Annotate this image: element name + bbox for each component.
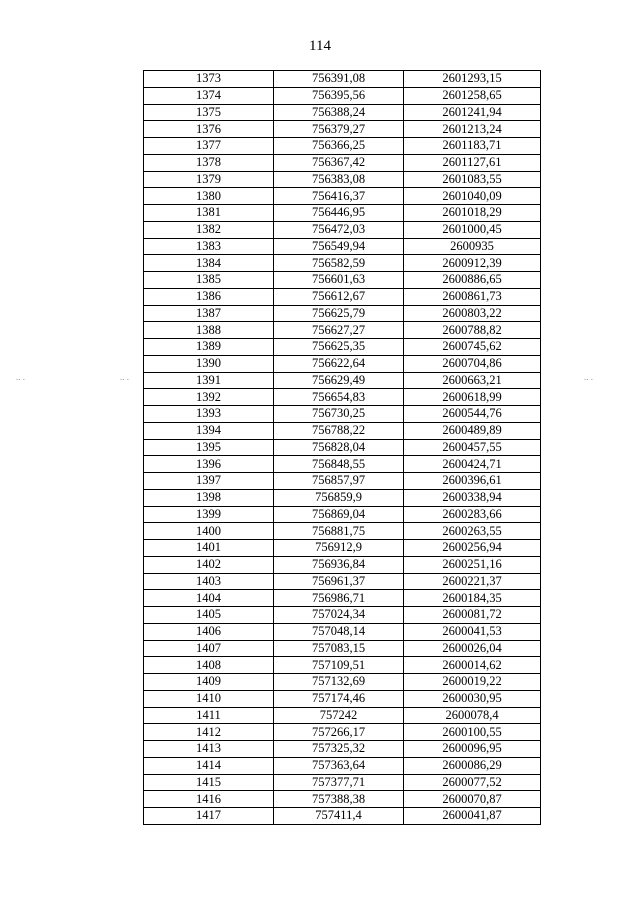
point-number-cell: 1402 <box>144 556 274 573</box>
point-number-cell: 1406 <box>144 623 274 640</box>
x-coordinate-cell: 756629,49 <box>274 372 404 389</box>
y-coordinate-cell: 2600424,71 <box>404 456 541 473</box>
table-row <box>144 288 541 305</box>
x-coordinate-cell: 756391,08 <box>274 71 404 88</box>
x-coordinate-cell: 756366,25 <box>274 138 404 155</box>
table-row <box>144 339 541 356</box>
x-coordinate-cell: 756869,04 <box>274 506 404 523</box>
point-number-cell: 1373 <box>144 71 274 88</box>
y-coordinate-cell: 2600096,95 <box>404 741 541 758</box>
point-number-cell: 1413 <box>144 741 274 758</box>
x-coordinate-cell: 756395,56 <box>274 87 404 104</box>
x-coordinate-cell: 756446,95 <box>274 205 404 222</box>
scan-speck: .. . <box>16 372 25 382</box>
x-coordinate-cell: 756625,79 <box>274 305 404 322</box>
point-number-cell: 1396 <box>144 456 274 473</box>
point-number-cell: 1410 <box>144 690 274 707</box>
point-number-cell: 1411 <box>144 707 274 724</box>
y-coordinate-cell: 2600184,35 <box>404 590 541 607</box>
scan-speck: .. . <box>584 372 593 382</box>
point-number-cell: 1403 <box>144 573 274 590</box>
table-row <box>144 523 541 540</box>
point-number-cell: 1414 <box>144 757 274 774</box>
table-row <box>144 456 541 473</box>
table-row <box>144 724 541 741</box>
y-coordinate-cell: 2600618,99 <box>404 389 541 406</box>
table-row <box>144 221 541 238</box>
y-coordinate-cell: 2600338,94 <box>404 489 541 506</box>
y-coordinate-cell: 2600077,52 <box>404 774 541 791</box>
y-coordinate-cell: 2600041,53 <box>404 623 541 640</box>
table-row <box>144 389 541 406</box>
point-number-cell: 1391 <box>144 372 274 389</box>
page-number: 114 <box>309 38 331 54</box>
x-coordinate-cell: 756961,37 <box>274 573 404 590</box>
point-number-cell: 1405 <box>144 607 274 624</box>
x-coordinate-cell: 757363,64 <box>274 757 404 774</box>
point-number-cell: 1394 <box>144 422 274 439</box>
x-coordinate-cell: 757242 <box>274 707 404 724</box>
point-number-cell: 1389 <box>144 339 274 356</box>
y-coordinate-cell: 2600070,87 <box>404 791 541 808</box>
x-coordinate-cell: 757325,32 <box>274 741 404 758</box>
y-coordinate-cell: 2600086,29 <box>404 757 541 774</box>
table-row <box>144 138 541 155</box>
table-row <box>144 657 541 674</box>
x-coordinate-cell: 756612,67 <box>274 288 404 305</box>
point-number-cell: 1377 <box>144 138 274 155</box>
table-row <box>144 372 541 389</box>
y-coordinate-cell: 2601040,09 <box>404 188 541 205</box>
y-coordinate-cell: 2600912,39 <box>404 255 541 272</box>
x-coordinate-cell: 757266,17 <box>274 724 404 741</box>
y-coordinate-cell: 2601241,94 <box>404 104 541 121</box>
y-coordinate-cell: 2601000,45 <box>404 221 541 238</box>
point-number-cell: 1379 <box>144 171 274 188</box>
y-coordinate-cell: 2600100,55 <box>404 724 541 741</box>
y-coordinate-cell: 2600861,73 <box>404 288 541 305</box>
point-number-cell: 1390 <box>144 355 274 372</box>
table-row <box>144 774 541 791</box>
x-coordinate-cell: 756383,08 <box>274 171 404 188</box>
table-row <box>144 590 541 607</box>
table-row <box>144 540 541 557</box>
point-number-cell: 1384 <box>144 255 274 272</box>
table-row <box>144 322 541 339</box>
table-row <box>144 573 541 590</box>
y-coordinate-cell: 2600256,94 <box>404 540 541 557</box>
point-number-cell: 1378 <box>144 154 274 171</box>
x-coordinate-cell: 756912,9 <box>274 540 404 557</box>
y-coordinate-cell: 2600263,55 <box>404 523 541 540</box>
x-coordinate-cell: 756601,63 <box>274 272 404 289</box>
y-coordinate-cell: 2600026,04 <box>404 640 541 657</box>
y-coordinate-cell: 2600663,21 <box>404 372 541 389</box>
y-coordinate-cell: 2600704,86 <box>404 355 541 372</box>
table-row <box>144 305 541 322</box>
y-coordinate-cell: 2600081,72 <box>404 607 541 624</box>
point-number-cell: 1374 <box>144 87 274 104</box>
x-coordinate-cell: 756627,27 <box>274 322 404 339</box>
table-row <box>144 255 541 272</box>
y-coordinate-cell: 2600078,4 <box>404 707 541 724</box>
y-coordinate-cell: 2601018,29 <box>404 205 541 222</box>
y-coordinate-cell: 2600544,76 <box>404 406 541 423</box>
point-number-cell: 1412 <box>144 724 274 741</box>
point-number-cell: 1388 <box>144 322 274 339</box>
table-row <box>144 272 541 289</box>
x-coordinate-cell: 756857,97 <box>274 473 404 490</box>
table-row <box>144 355 541 372</box>
x-coordinate-cell: 756828,04 <box>274 439 404 456</box>
point-number-cell: 1387 <box>144 305 274 322</box>
x-coordinate-cell: 757388,38 <box>274 791 404 808</box>
table-row <box>144 757 541 774</box>
table-row <box>144 808 541 825</box>
point-number-cell: 1400 <box>144 523 274 540</box>
y-coordinate-cell: 2600489,89 <box>404 422 541 439</box>
x-coordinate-cell: 756416,37 <box>274 188 404 205</box>
x-coordinate-cell: 756936,84 <box>274 556 404 573</box>
x-coordinate-cell: 756788,22 <box>274 422 404 439</box>
point-number-cell: 1398 <box>144 489 274 506</box>
y-coordinate-cell: 2601258,65 <box>404 87 541 104</box>
point-number-cell: 1404 <box>144 590 274 607</box>
y-coordinate-cell: 2600030,95 <box>404 690 541 707</box>
point-number-cell: 1417 <box>144 808 274 825</box>
x-coordinate-cell: 756379,27 <box>274 121 404 138</box>
table-row <box>144 473 541 490</box>
table-row <box>144 640 541 657</box>
x-coordinate-cell: 757132,69 <box>274 674 404 691</box>
table-row <box>144 422 541 439</box>
table-row <box>144 623 541 640</box>
y-coordinate-cell: 2600745,62 <box>404 339 541 356</box>
scan-speck: .. . <box>120 372 129 382</box>
point-number-cell: 1392 <box>144 389 274 406</box>
x-coordinate-cell: 756730,25 <box>274 406 404 423</box>
table-row <box>144 741 541 758</box>
table-row <box>144 87 541 104</box>
table-row <box>144 556 541 573</box>
x-coordinate-cell: 757109,51 <box>274 657 404 674</box>
point-number-cell: 1385 <box>144 272 274 289</box>
y-coordinate-cell: 2600935 <box>404 238 541 255</box>
x-coordinate-cell: 757048,14 <box>274 623 404 640</box>
table-row <box>144 791 541 808</box>
point-number-cell: 1381 <box>144 205 274 222</box>
point-number-cell: 1383 <box>144 238 274 255</box>
y-coordinate-cell: 2601127,61 <box>404 154 541 171</box>
x-coordinate-cell: 756367,42 <box>274 154 404 171</box>
table-row <box>144 439 541 456</box>
x-coordinate-cell: 756986,71 <box>274 590 404 607</box>
table-row <box>144 238 541 255</box>
point-number-cell: 1376 <box>144 121 274 138</box>
point-number-cell: 1409 <box>144 674 274 691</box>
y-coordinate-cell: 2601293,15 <box>404 71 541 88</box>
table-row <box>144 188 541 205</box>
table-row <box>144 489 541 506</box>
x-coordinate-cell: 757083,15 <box>274 640 404 657</box>
y-coordinate-cell: 2600283,66 <box>404 506 541 523</box>
table-row <box>144 171 541 188</box>
y-coordinate-cell: 2601083,55 <box>404 171 541 188</box>
y-coordinate-cell: 2600788,82 <box>404 322 541 339</box>
y-coordinate-cell: 2600251,16 <box>404 556 541 573</box>
point-number-cell: 1416 <box>144 791 274 808</box>
point-number-cell: 1399 <box>144 506 274 523</box>
point-number-cell: 1401 <box>144 540 274 557</box>
x-coordinate-cell: 757024,34 <box>274 607 404 624</box>
table-row <box>144 406 541 423</box>
table-row <box>144 71 541 88</box>
coordinates-table <box>143 70 541 825</box>
x-coordinate-cell: 756622,64 <box>274 355 404 372</box>
table-row <box>144 607 541 624</box>
y-coordinate-cell: 2600019,22 <box>404 674 541 691</box>
point-number-cell: 1415 <box>144 774 274 791</box>
x-coordinate-cell: 756859,9 <box>274 489 404 506</box>
point-number-cell: 1407 <box>144 640 274 657</box>
y-coordinate-cell: 2600014,62 <box>404 657 541 674</box>
table-row <box>144 690 541 707</box>
x-coordinate-cell: 757174,46 <box>274 690 404 707</box>
point-number-cell: 1375 <box>144 104 274 121</box>
x-coordinate-cell: 756549,94 <box>274 238 404 255</box>
table-row <box>144 506 541 523</box>
y-coordinate-cell: 2600457,55 <box>404 439 541 456</box>
point-number-cell: 1393 <box>144 406 274 423</box>
y-coordinate-cell: 2600041,87 <box>404 808 541 825</box>
point-number-cell: 1408 <box>144 657 274 674</box>
table-row <box>144 707 541 724</box>
table-row <box>144 121 541 138</box>
y-coordinate-cell: 2600803,22 <box>404 305 541 322</box>
x-coordinate-cell: 757377,71 <box>274 774 404 791</box>
x-coordinate-cell: 756654,83 <box>274 389 404 406</box>
y-coordinate-cell: 2600221,37 <box>404 573 541 590</box>
y-coordinate-cell: 2601183,71 <box>404 138 541 155</box>
x-coordinate-cell: 756582,59 <box>274 255 404 272</box>
x-coordinate-cell: 756472,03 <box>274 221 404 238</box>
y-coordinate-cell: 2600886,65 <box>404 272 541 289</box>
point-number-cell: 1395 <box>144 439 274 456</box>
point-number-cell: 1397 <box>144 473 274 490</box>
coordinates-table-body <box>144 71 541 825</box>
table-row <box>144 104 541 121</box>
table-row <box>144 205 541 222</box>
table-row <box>144 154 541 171</box>
x-coordinate-cell: 757411,4 <box>274 808 404 825</box>
table-row <box>144 674 541 691</box>
x-coordinate-cell: 756388,24 <box>274 104 404 121</box>
x-coordinate-cell: 756848,55 <box>274 456 404 473</box>
point-number-cell: 1382 <box>144 221 274 238</box>
point-number-cell: 1386 <box>144 288 274 305</box>
point-number-cell: 1380 <box>144 188 274 205</box>
y-coordinate-cell: 2600396,61 <box>404 473 541 490</box>
y-coordinate-cell: 2601213,24 <box>404 121 541 138</box>
x-coordinate-cell: 756625,35 <box>274 339 404 356</box>
x-coordinate-cell: 756881,75 <box>274 523 404 540</box>
